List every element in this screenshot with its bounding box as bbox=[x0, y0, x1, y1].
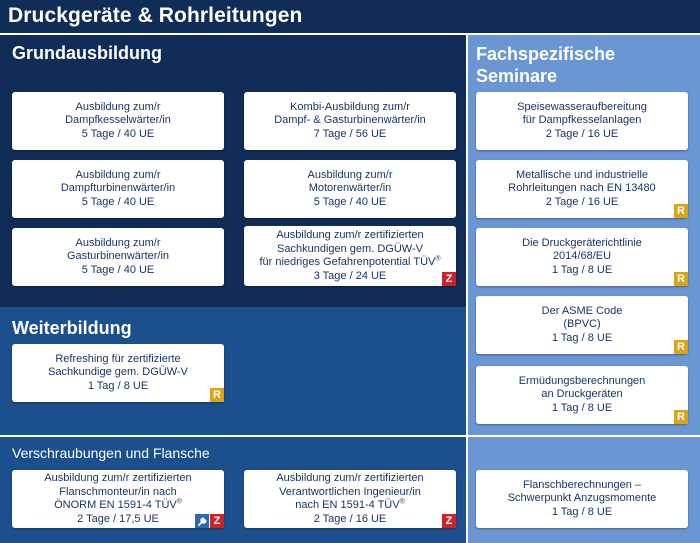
course-line: Sachkundige gem. DGÜW-V bbox=[48, 366, 188, 379]
course-card-flanschberechnungen[interactable] bbox=[476, 470, 688, 528]
course-duration: 5 Tage / 40 UE bbox=[81, 263, 155, 276]
course-line: Rohrleitungen nach EN 13480 bbox=[508, 182, 656, 195]
page-header bbox=[0, 0, 700, 33]
course-card-druckgeraeterichtlinie[interactable] bbox=[476, 228, 688, 286]
badge-r: R bbox=[674, 410, 688, 424]
course-line: Dampfturbinenwärter/in bbox=[60, 182, 176, 195]
course-duration: 5 Tage / 40 UE bbox=[81, 127, 155, 140]
course-card-dampfturbinenwaerter[interactable] bbox=[12, 160, 224, 218]
course-card-sachkundigen[interactable] bbox=[244, 226, 456, 286]
course-duration: 7 Tage / 56 UE bbox=[313, 127, 387, 140]
course-line: Verantwortlichen Ingenieur/in bbox=[279, 485, 421, 498]
course-line-text: ÖNORM EN 1591-4 TÜV bbox=[54, 499, 177, 511]
course-line: Dampf- & Gasturbinenwärter/in bbox=[274, 114, 426, 127]
course-line: Motorenwärter/in bbox=[308, 182, 392, 195]
badge-r: R bbox=[674, 340, 688, 354]
course-card-asme[interactable] bbox=[476, 296, 688, 354]
badge-z: Z bbox=[210, 514, 224, 528]
course-line: Gasturbinenwärter/in bbox=[66, 250, 170, 263]
registered-mark: ® bbox=[176, 498, 182, 506]
course-duration: 1 Tag / 8 UE bbox=[87, 379, 149, 392]
course-line-text: für niedriges Gefahrenpotential TÜV bbox=[259, 256, 436, 268]
course-line: Ausbildung zum/r bbox=[75, 236, 161, 249]
course-line: (BPVC) bbox=[563, 318, 601, 331]
course-card-motorenwaerter[interactable] bbox=[244, 160, 456, 218]
course-line: Sachkundigen gem. DGÜW-V bbox=[277, 242, 423, 255]
section-title-verschraubungen: Verschraubungen und Flansche bbox=[12, 445, 210, 461]
course-line: Ausbildung zum/r bbox=[307, 168, 393, 181]
course-line bbox=[259, 256, 440, 270]
course-duration: 2 Tage / 17,5 UE bbox=[77, 512, 159, 525]
course-duration: 5 Tage / 40 UE bbox=[313, 195, 387, 208]
course-line: Kombi-Ausbildung zum/r bbox=[290, 100, 410, 113]
page-title: Druckgeräte & Rohrleitungen bbox=[8, 4, 303, 27]
course-card-flanschmonteur[interactable] bbox=[12, 470, 224, 528]
badge-z: Z bbox=[442, 272, 456, 286]
course-line: Ausbildung zum/r bbox=[75, 168, 161, 181]
course-line bbox=[54, 499, 182, 513]
course-line: Ausbildung zum/r bbox=[75, 100, 161, 113]
section-title-weiterbildung: Weiterbildung bbox=[12, 318, 132, 338]
course-card-dampfkesselwaerter[interactable] bbox=[12, 92, 224, 150]
course-line: Der ASME Code bbox=[541, 304, 623, 317]
course-line: Schwerpunkt Anzugsmomente bbox=[507, 492, 657, 505]
section-title-line: Fachspezifische bbox=[476, 44, 616, 64]
course-card-ingenieur[interactable] bbox=[244, 470, 456, 528]
course-duration: 5 Tage / 40 UE bbox=[81, 195, 155, 208]
course-card-gasturbinenwaerter[interactable] bbox=[12, 228, 224, 286]
registered-mark: ® bbox=[399, 498, 405, 506]
course-card-ermuedung[interactable] bbox=[476, 366, 688, 424]
section-title-fachspezifisch bbox=[476, 43, 615, 87]
badge-z: Z bbox=[442, 514, 456, 528]
course-line bbox=[295, 499, 405, 513]
registered-mark: ® bbox=[435, 255, 441, 263]
course-line: 2014/68/EU bbox=[552, 250, 612, 263]
badge-r: R bbox=[210, 388, 224, 402]
course-line: an Druckgeräten bbox=[541, 388, 623, 401]
course-line: Die Druckgeräterichtlinie bbox=[522, 236, 642, 249]
course-duration: 1 Tag / 8 UE bbox=[551, 331, 613, 344]
wrench-icon bbox=[195, 514, 209, 528]
course-duration: 1 Tag / 8 UE bbox=[551, 263, 613, 276]
section-title-grundausbildung: Grundausbildung bbox=[12, 43, 162, 63]
badge-r: R bbox=[674, 272, 688, 286]
course-line: Speisewasseraufbereitung bbox=[517, 100, 647, 113]
course-line: Refreshing für zertifizierte bbox=[55, 352, 181, 365]
course-duration: 2 Tage / 16 UE bbox=[313, 512, 387, 525]
course-duration: 1 Tag / 8 UE bbox=[551, 505, 613, 518]
course-line: Dampfkesselwärter/in bbox=[65, 114, 171, 127]
course-line: Ausbildung zum/r zertifizierten bbox=[276, 472, 424, 484]
course-duration: 3 Tage / 24 UE bbox=[313, 269, 387, 282]
course-line-text: nach EN 1591-4 TÜV bbox=[295, 499, 400, 511]
course-line: Ausbildung zum/r zertifizierten bbox=[276, 229, 424, 241]
section-title-line: Seminare bbox=[476, 66, 558, 86]
course-line: Flanschberechnungen – bbox=[522, 478, 642, 491]
course-card-refreshing[interactable] bbox=[12, 344, 224, 402]
course-card-rohrleitungen[interactable] bbox=[476, 160, 688, 218]
course-line: Ausbildung zum/r zertifizierten bbox=[44, 472, 192, 484]
course-line: für Dampfkesselanlagen bbox=[522, 114, 642, 127]
course-line: Ermüdungsberechnungen bbox=[518, 374, 646, 387]
course-card-speisewasser[interactable] bbox=[476, 92, 688, 150]
course-line: Flanschmonteur/in nach bbox=[59, 485, 177, 498]
course-line: Metallische und industrielle bbox=[515, 168, 649, 181]
badge-r: R bbox=[674, 204, 688, 218]
course-duration: 2 Tage / 16 UE bbox=[545, 195, 619, 208]
course-card-kombi[interactable] bbox=[244, 92, 456, 150]
course-duration: 1 Tag / 8 UE bbox=[551, 401, 613, 414]
course-duration: 2 Tage / 16 UE bbox=[545, 127, 619, 140]
